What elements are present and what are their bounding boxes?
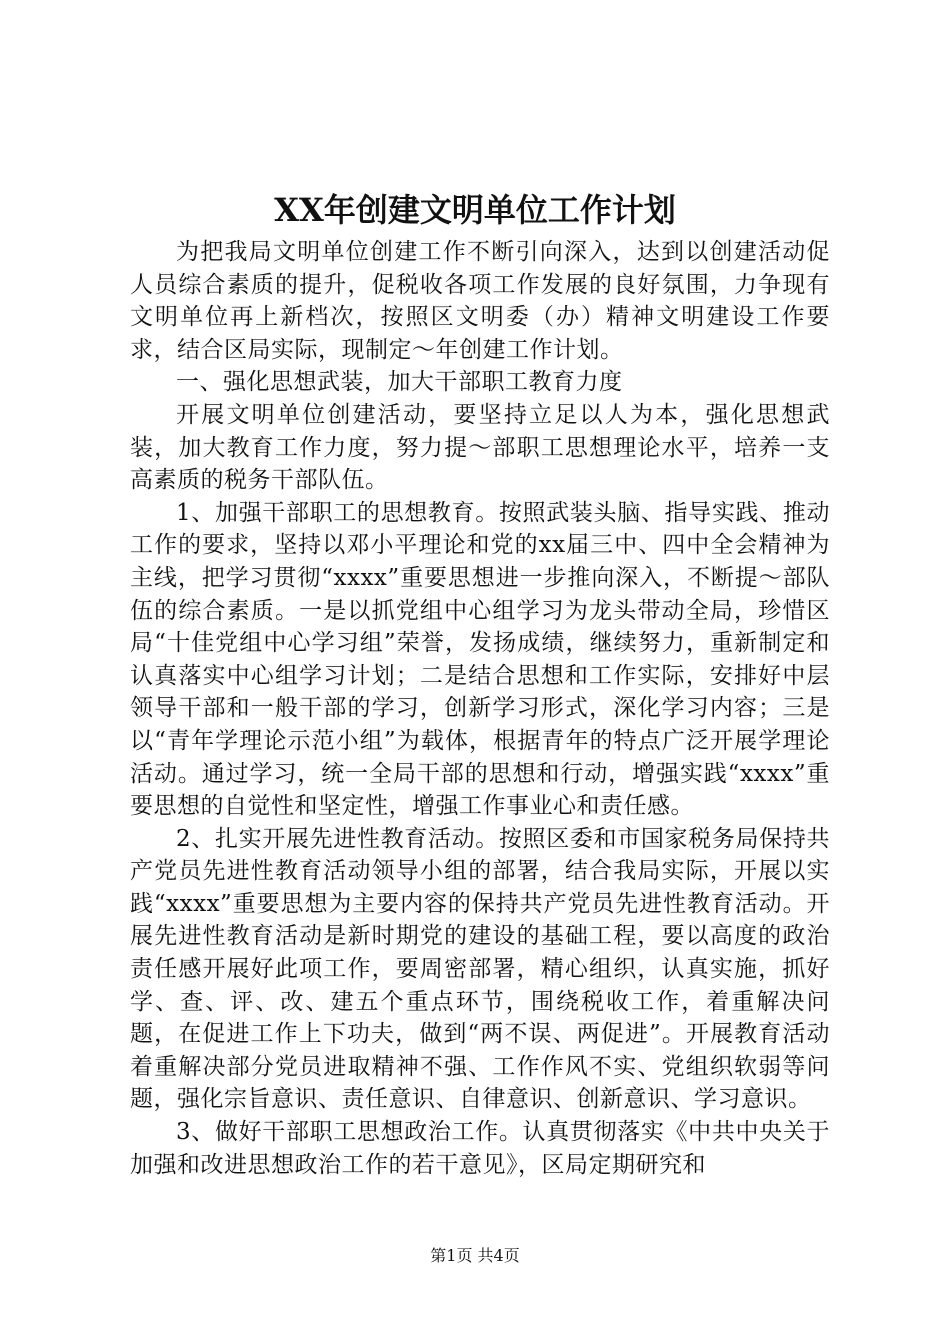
item-1-paragraph: 1、加强干部职工的思想教育。按照武装头脑、指导实践、推动工作的要求，坚持以邓小平理论和党的xx届三中、四中全会精神为主线，把学习贯彻“xxxx”重要思想进一步推向深入，不断提～部队伍的综合素质。一是以抓党组中心组学习为龙头带动全局，珍惜区局“十佳党组中心学习组”荣誉，发扬成绩，继续努力，重新制定和认真落实中心组学习计划；二是结合思想和工作实际，安排好中层领导干部和一般干部的学习，创新学习形式，深化学习内容；三是以“青年学理论示范小组”为载体，根据青年的特点广泛开展学理论活动。通过学习，统一全局干部的思想和行动，增强实践“xxxx”重要思想的自觉性和坚定性，增强工作事业心和责任感。 <box>130 499 830 820</box>
page-footer <box>0 1245 950 1267</box>
section-1-intro-paragraph: 开展文明单位创建活动，要坚持立足以人为本，强化思想武装，加大教育工作力度，努力提～部职工思想理论水平，培养一支高素质的税务干部队伍。 <box>130 401 830 494</box>
document-title: XX年创建文明单位工作计划 <box>274 191 676 229</box>
page-number: 第1页 共4页 <box>430 1246 520 1265</box>
item-2-paragraph: 2、扎实开展先进性教育活动。按照区委和市国家税务局保持共产党员先进性教育活动领导小组的部署，结合我局实际，开展以实践“xxxx”重要思想为主要内容的保持共产党员先进性教育活动。开展先进性教育活动是新时期党的建设的基础工程，要以高度的政治责任感开展好此项工作，要周密部署，精心组织，认真实施，抓好学、查、评、改、建五个重点环节，围绕税收工作，着重解决问题，在促进工作上下功夫，做到“两不误、两促进”。开展教育活动着重解决部分党员进取精神不强、工作作风不实、党组织软弱等问题，强化宗旨意识、责任意识、自律意识、创新意识、学习意识。 <box>130 825 830 1113</box>
intro-paragraph: 为把我局文明单位创建工作不断引向深入，达到以创建活动促人员综合素质的提升，促税收各项工作发展的良好氛围，力争现有文明单位再上新档次，按照区文明委（办）精神文明建设工作要求，结合区局实际，现制定～年创建工作计划。 <box>130 239 830 363</box>
item-3-paragraph: 3、做好干部职工思想政治工作。认真贯彻落实《中共中央关于加强和改进思想政治工作的若干意见》，区局定期研究和 <box>130 1119 830 1178</box>
section-heading-1: 一、强化思想武装，加大干部职工教育力度 <box>176 369 623 396</box>
document-body <box>130 236 830 1181</box>
